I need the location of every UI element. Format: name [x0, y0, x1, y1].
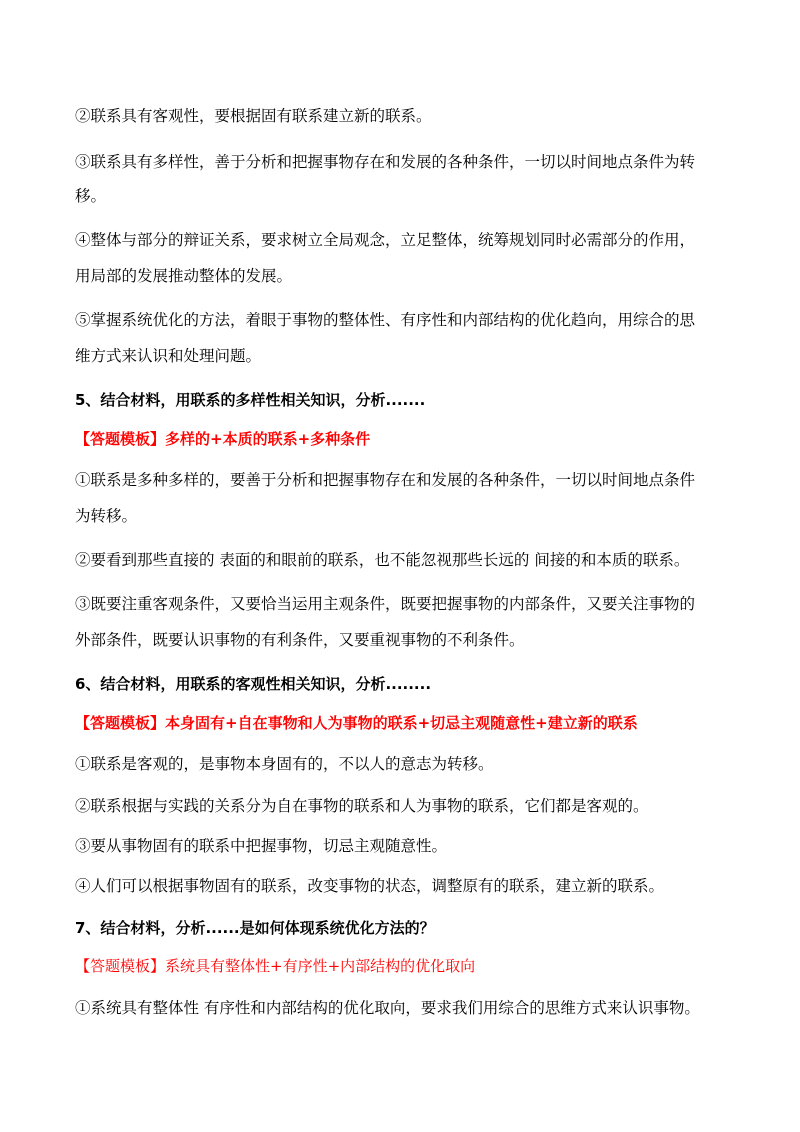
- paragraph-line: ②联系根据与实践的关系分为自在事物的联系和人为事物的联系，它们都是客观的。: [75, 797, 649, 815]
- answer-template: 【答题模板】多样的+本质的联系+多种条件: [75, 430, 371, 448]
- section-heading: 7、结合材料，分析......是如何体现系统优化方法的？: [75, 919, 435, 937]
- section-heading: 6、结合材料，用联系的客观性相关知识，分析........: [75, 675, 432, 693]
- paragraph-line: ③要从事物固有的联系中把握事物，切忌主观随意性。: [75, 837, 448, 855]
- section-heading: 5、结合材料，用联系的多样性相关知识，分析.......: [75, 391, 426, 409]
- answer-template: 【答题模板】本身固有+自在事物和人为事物的联系+切忌主观随意性+建立新的联系: [75, 714, 638, 732]
- paragraph-line: ①联系是客观的，是事物本身固有的，不以人的意志为转移。: [75, 755, 494, 773]
- answer-template: 【答题模板】系统具有整体性+有序性+内部结构的优化取向: [75, 957, 476, 975]
- paragraph-line: 外部条件，既要认识事物的有利条件，又要重视事物的不利条件。: [75, 631, 525, 649]
- paragraph-line: ④人们可以根据事物固有的联系，改变事物的状态，调整原有的联系，建立新的联系。: [75, 877, 665, 895]
- paragraph-line: 移。: [75, 187, 107, 205]
- paragraph-line: ①系统具有整体性 有序性和内部结构的优化取向，要求我们用综合的思维方式来认识事物。: [75, 999, 700, 1017]
- paragraph-line: ②要看到那些直接的 表面的和眼前的联系，也不能忽视那些长远的 间接的和本质的联系。: [75, 551, 690, 569]
- paragraph-line: ③既要注重客观条件，又要恰当运用主观条件，既要把握事物的内部条件，又要关注事物的: [75, 595, 696, 613]
- paragraph-line: ③联系具有多样性，善于分析和把握事物存在和发展的各种条件，一切以时间地点条件为转: [75, 153, 696, 171]
- paragraph-line: 维方式来认识和处理问题。: [75, 347, 262, 365]
- paragraph-line: 为转移。: [75, 507, 138, 525]
- paragraph-line: ②联系具有客观性，要根据固有联系建立新的联系。: [75, 107, 432, 125]
- paragraph-line: ①联系是多种多样的，要善于分析和把握事物存在和发展的各种条件，一切以时间地点条件: [75, 471, 696, 489]
- paragraph-line: 用局部的发展推动整体的发展。: [75, 267, 293, 285]
- paragraph-line: ④整体与部分的辩证关系，要求树立全局观念，立足整体，统筹规划同时必需部分的作用，: [75, 231, 696, 249]
- paragraph-line: ⑤掌握系统优化的方法，着眼于事物的整体性、有序性和内部结构的优化趋向，用综合的思: [75, 311, 696, 329]
